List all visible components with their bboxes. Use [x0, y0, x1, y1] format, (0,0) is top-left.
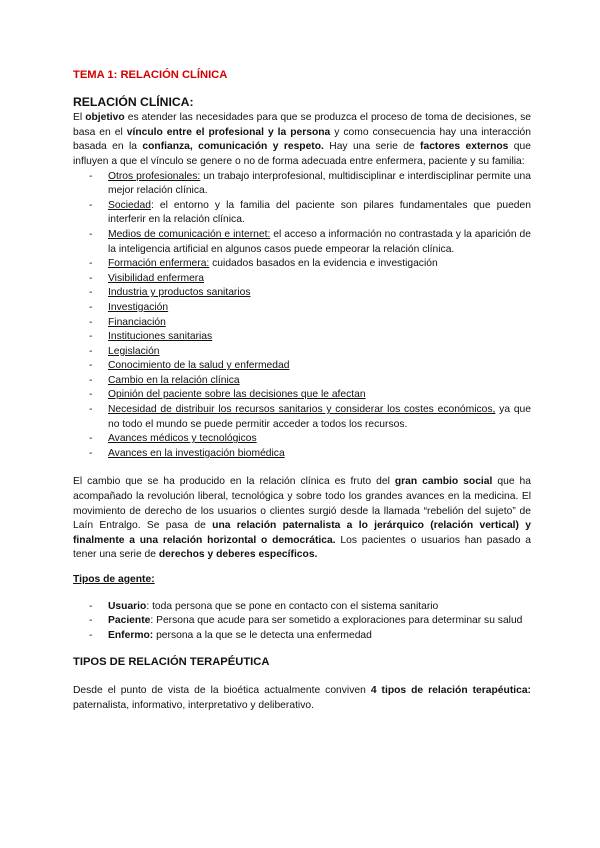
- section-heading-relacion-clinica: RELACIÓN CLÍNICA:: [73, 94, 194, 109]
- list-item: - Visibilidad enfermera: [108, 272, 531, 287]
- list-item: - Formación enfermera: cuidados basados en la evidencia e investigación: [108, 257, 531, 272]
- list-item: - Conocimiento de la salud y enfermedad: [108, 359, 531, 374]
- list-item: - Sociedad: el entorno y la familia del paciente son pilares fundamentales que pueden interferir en la relación clínica.: [108, 199, 531, 228]
- list-item: - Legislación: [108, 345, 531, 360]
- list-item: - Investigación: [108, 301, 531, 316]
- list-item: - Opinión del paciente sobre las decisiones que le afectan: [108, 388, 531, 403]
- change-paragraph: El cambio que se ha producido en la relación clínica es fruto del gran cambio social que ha acompañado la revolución liberal, tecnológica y sobre todo los grandes avances en la medicina. El movimiento de derecho de los usuarios o clientes surgió desde la llamada “rebelión del sujeto” de Laín Entralgo. Se pasa de una relación paternalista a lo jerárquico (relación vertical) y finalmente a una relación horizontal o democrática. Los pacientes o usuarios han pasado a tener una serie de derechos y deberes específicos.: [73, 476, 532, 561]
- list-item: - Necesidad de distribuir los recursos sanitarios y considerar los costes económicos, ya que no todo el mundo se puede permitir acceder a todos los recursos.: [108, 403, 531, 432]
- intro-paragraph: El objetivo es atender las necesidades para que se produzca el proceso de toma de decisiones, se basa en el vínculo entre el profesional y la persona y como consecuencia hay una interacción basada en la confianza, comunicación y respeto. Hay una serie de factores externos que influyen a que el vínculo se genere o no de forma adecuada entre enfermera, paciente y su familia:: [73, 112, 531, 167]
- agents-heading: Tipos de agente:: [73, 574, 155, 585]
- bioethics-paragraph: Desde el punto de vista de la bioética actualmente conviven 4 tipos de relación terapéutica: paternalista, informativo, interpretativo y deliberativo.: [73, 684, 531, 711]
- list-item: - Paciente: Persona que acude para ser sometido a exploraciones para determinar su salud: [108, 614, 531, 629]
- list-item: - Usuario: toda persona que se pone en contacto con el sistema sanitario: [108, 600, 531, 615]
- list-item: - Enfermo: persona a la que se le detecta una enfermedad: [108, 629, 531, 644]
- list-item: - Avances en la investigación biomédica: [108, 447, 531, 462]
- list-item: - Avances médicos y tecnológicos: [108, 432, 531, 447]
- list-item: - Financiación: [108, 316, 531, 331]
- list-item: - Instituciones sanitarias: [108, 330, 531, 345]
- section-heading-tipos-relacion: TIPOS DE RELACIÓN TERAPÉUTICA: [73, 656, 270, 669]
- list-item: - Industria y productos sanitarios: [108, 286, 531, 301]
- list-item: - Otros profesionales: un trabajo interprofesional, multidisciplinar e interdisciplinar permite una mejor relación clínica.: [108, 170, 531, 199]
- list-item: - Medios de comunicación e internet: el acceso a información no contrastada y la aparición de la inteligencia artificial en algunos casos puede empeorar la relación clínica.: [108, 228, 531, 257]
- agents-list: [73, 600, 531, 644]
- list-item: - Cambio en la relación clínica: [108, 374, 531, 389]
- document-page: [73, 68, 531, 713]
- external-factors-list: [73, 170, 531, 462]
- document-title: TEMA 1: RELACIÓN CLÍNICA: [73, 69, 228, 81]
